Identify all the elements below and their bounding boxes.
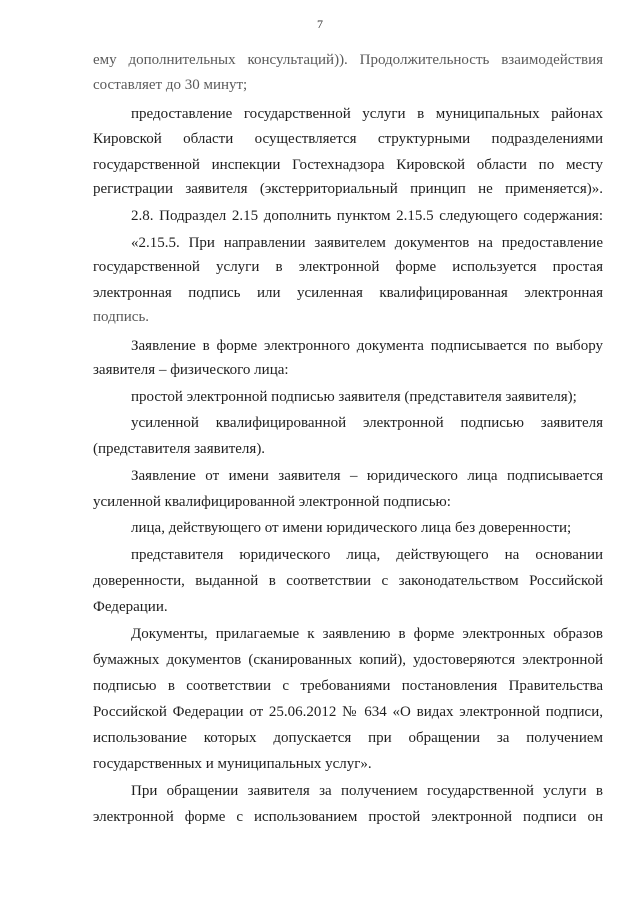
text-line: ему дополнительных консультаций)). Продолжительность взаимодействия [93,52,603,68]
text-line: электронной форме с использованием простой электронной подписи он [93,809,603,825]
text-line: регистрации заявителя (экстерриториальный принцип не применяется)». [93,181,603,197]
page-number: 7 [317,17,323,31]
text-line: предоставление государственной услуги в муниципальных районах [131,106,603,122]
text-line: электронная подпись или усиленная квалифицированная электронная [93,285,603,301]
text-line: 2.8. Подраздел 2.15 дополнить пунктом 2.15.5 следующего содержания: [131,208,603,224]
text-line: усиленной квалифицированной электронной подписью заявителя [131,415,603,431]
text-line: подпись. [93,309,150,325]
text-line: подписью в соответствии с требованиями постановления Правительства [93,678,603,694]
text-line: простой электронной подписью заявителя (представителя заявителя); [131,389,577,405]
text-line: Заявление в форме электронного документа подписывается по выбору [131,338,603,354]
text-line: государственной услуги в электронной форме используется простая [93,259,603,275]
text-line: (представителя заявителя). [93,441,266,457]
text-line: заявителя – физического лица: [93,362,289,378]
text-line: доверенности, выданной в соответствии с законодательством Российской [93,573,603,589]
text-line: лица, действующего от имени юридического лица без доверенности; [131,520,572,536]
text-line: «2.15.5. При направлении заявителем документов на предоставление [131,235,603,251]
text-line: составляет до 30 минут; [93,77,248,93]
text-line: При обращении заявителя за получением государственной услуги в [131,783,603,799]
text-line: бумажных документов (сканированных копий), удостоверяются электронной [93,652,603,668]
text-line: Заявление от имени заявителя – юридического лица подписывается [131,468,603,484]
text-line: государственной инспекции Гостехнадзора Кировской области по месту [93,157,603,173]
text-line: государственных и муниципальных услуг». [93,756,372,772]
text-line: Российской Федерации от 25.06.2012 № 634 «О видах электронной подписи, [93,704,603,720]
text-line: усиленной квалифицированной электронной подписью: [93,494,451,510]
text-line: Федерации. [93,599,168,615]
text-line: Документы, прилагаемые к заявлению в форме электронных образов [131,626,603,642]
text-line: представителя юридического лица, действующего на основании [131,547,603,563]
text-line: использование которых допускается при обращении за получением [93,730,603,746]
text-line: Кировской области осуществляется структурными подразделениями [93,131,603,147]
